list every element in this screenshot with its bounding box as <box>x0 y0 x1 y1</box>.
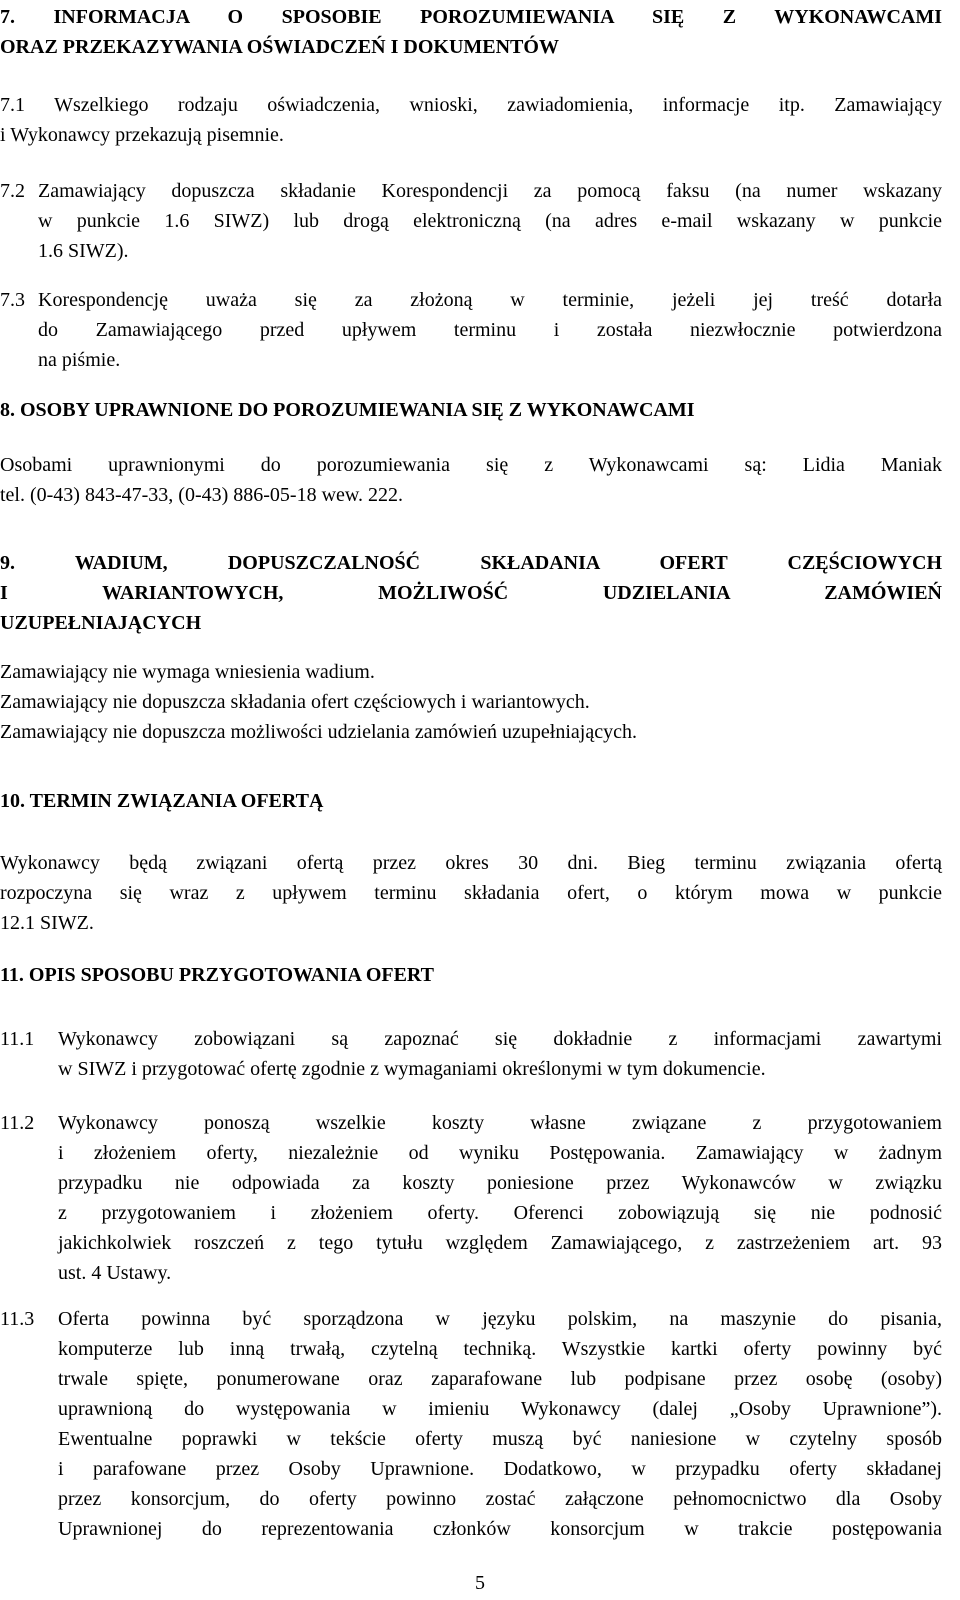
text-line: rozpoczyna się wraz z upływem terminu składania ofert, o którym mowa w punkcie <box>0 882 942 904</box>
text-line: trwale spięte, ponumerowane oraz zaparafowane lub podpisane przez osobę (osoby) <box>58 1368 942 1390</box>
heading-line: 9. WADIUM, DOPUSZCZALNOŚĆ SKŁADANIA OFERT CZĘŚCIOWYCH <box>0 552 942 574</box>
text-line: 7.1 Wszelkiego rodzaju oświadczenia, wnioski, zawiadomienia, informacje itp. Zamawiający <box>0 94 942 116</box>
text-line: Oferta powinna być sporządzona w języku polskim, na maszynie do pisania, <box>58 1308 942 1330</box>
text-line: w SIWZ i przygotować ofertę zgodnie z wymaganiami określonymi w tym dokumencie. <box>58 1058 766 1080</box>
paragraph-11-1 <box>0 1024 942 1084</box>
text-line: Wykonawcy ponoszą wszelkie koszty własne związane z przygotowaniem <box>58 1112 942 1134</box>
text-line: na piśmie. <box>38 349 121 371</box>
text-line: 1.6 SIWZ). <box>38 240 129 262</box>
text-line: przypadku nie odpowiada za koszty poniesione przez Wykonawców w związku <box>58 1172 942 1194</box>
paragraph-7-2 <box>0 176 942 266</box>
section-9-body <box>0 657 942 747</box>
page-number: 5 <box>475 1572 485 1594</box>
heading-line: ORAZ PRZEKAZYWANIA OŚWIADCZEŃ I DOKUMENTÓW <box>0 36 559 58</box>
section-8-body <box>0 450 942 510</box>
text-line: i parafowane przez Osoby Uprawnione. Dodatkowo, w przypadku oferty składanej <box>58 1458 942 1480</box>
section-11-heading <box>0 960 942 990</box>
heading-line: 7. INFORMACJA O SPOSOBIE POROZUMIEWANIA SIĘ Z WYKONAWCAMI <box>0 6 942 28</box>
heading-line: UZUPEŁNIAJĄCYCH <box>0 612 202 634</box>
paragraph-7-1 <box>0 90 942 150</box>
text-line: Osobami uprawnionymi do porozumiewania się z Wykonawcami są: Lidia Maniak <box>0 454 942 476</box>
item-number: 11.2 <box>0 1112 35 1134</box>
text-line: i Wykonawcy przekazują pisemnie. <box>0 124 284 146</box>
text-line: jakichkolwiek roszczeń z tego tytułu względem Zamawiającego, z zastrzeżeniem art. 93 <box>58 1232 942 1254</box>
section-7-heading <box>0 2 942 62</box>
text-line: Wykonawcy zobowiązani są zapoznać się dokładnie z informacjami zawartymi <box>58 1028 942 1050</box>
section-10-body <box>0 848 942 938</box>
section-8-heading <box>0 395 942 425</box>
section-10-heading <box>0 786 942 816</box>
section-9-heading <box>0 548 942 638</box>
text-line: 12.1 SIWZ. <box>0 912 94 934</box>
paragraph-11-3 <box>0 1304 942 1544</box>
text-line: tel. (0-43) 843-47-33, (0-43) 886-05-18 wew. 222. <box>0 484 404 506</box>
paragraph-7-3 <box>0 285 942 375</box>
text-line: komputerze lub inną trwałą, czytelną techniką. Wszystkie kartki oferty powinny być <box>58 1338 942 1360</box>
text-line: Zamawiający dopuszcza składanie Korespondencji za pomocą faksu (na numer wskazany <box>38 180 942 202</box>
heading-line: I WARIANTOWYCH, MOŻLIWOŚĆ UDZIELANIA ZAMÓWIEŃ <box>0 582 942 604</box>
text-line: w punkcie 1.6 SIWZ) lub drogą elektroniczną (na adres e-mail wskazany w punkcie <box>38 210 942 232</box>
item-number: 7.2 <box>0 180 25 202</box>
heading-line: 8. OSOBY UPRAWNIONE DO POROZUMIEWANIA SIĘ Z WYKONAWCAMI <box>0 399 695 421</box>
text-line: i złożeniem oferty, niezależnie od wyniku Postępowania. Zamawiający w żadnym <box>58 1142 942 1164</box>
text-line: Wykonawcy będą związani ofertą przez okres 30 dni. Bieg terminu związania ofertą <box>0 852 942 874</box>
paragraph-11-2 <box>0 1108 942 1288</box>
text-line: Korespondencję uważa się za złożoną w terminie, jeżeli jej treść dotarła <box>38 289 942 311</box>
text-line: Zamawiający nie wymaga wniesienia wadium. <box>0 661 375 683</box>
item-number: 11.1 <box>0 1028 35 1050</box>
text-line: ust. 4 Ustawy. <box>58 1262 172 1284</box>
text-line: przez konsorcjum, do oferty powinno zostać załączone pełnomocnictwo dla Osoby <box>58 1488 942 1510</box>
text-line: Ewentualne poprawki w tekście oferty muszą być naniesione w czytelny sposób <box>58 1428 942 1450</box>
text-line: Zamawiający nie dopuszcza możliwości udzielania zamówień uzupełniających. <box>0 721 637 743</box>
item-number: 11.3 <box>0 1308 35 1330</box>
text-line: do Zamawiającego przed upływem terminu i została niezwłocznie potwierdzona <box>38 319 942 341</box>
heading-line: 10. TERMIN ZWIĄZANIA OFERTĄ <box>0 790 324 812</box>
text-line: Zamawiający nie dopuszcza składania ofert częściowych i wariantowych. <box>0 691 590 713</box>
text-line: uprawnioną do występowania w imieniu Wykonawcy (dalej „Osoby Uprawnione”). <box>58 1398 942 1420</box>
text-line: z przygotowaniem i złożeniem oferty. Oferenci zobowiązują się nie podnosić <box>58 1202 942 1224</box>
text-line: Uprawnionej do reprezentowania członków konsorcjum w trakcie postępowania <box>58 1518 942 1540</box>
item-number: 7.3 <box>0 289 25 311</box>
heading-line: 11. OPIS SPOSOBU PRZYGOTOWANIA OFERT <box>0 964 435 986</box>
